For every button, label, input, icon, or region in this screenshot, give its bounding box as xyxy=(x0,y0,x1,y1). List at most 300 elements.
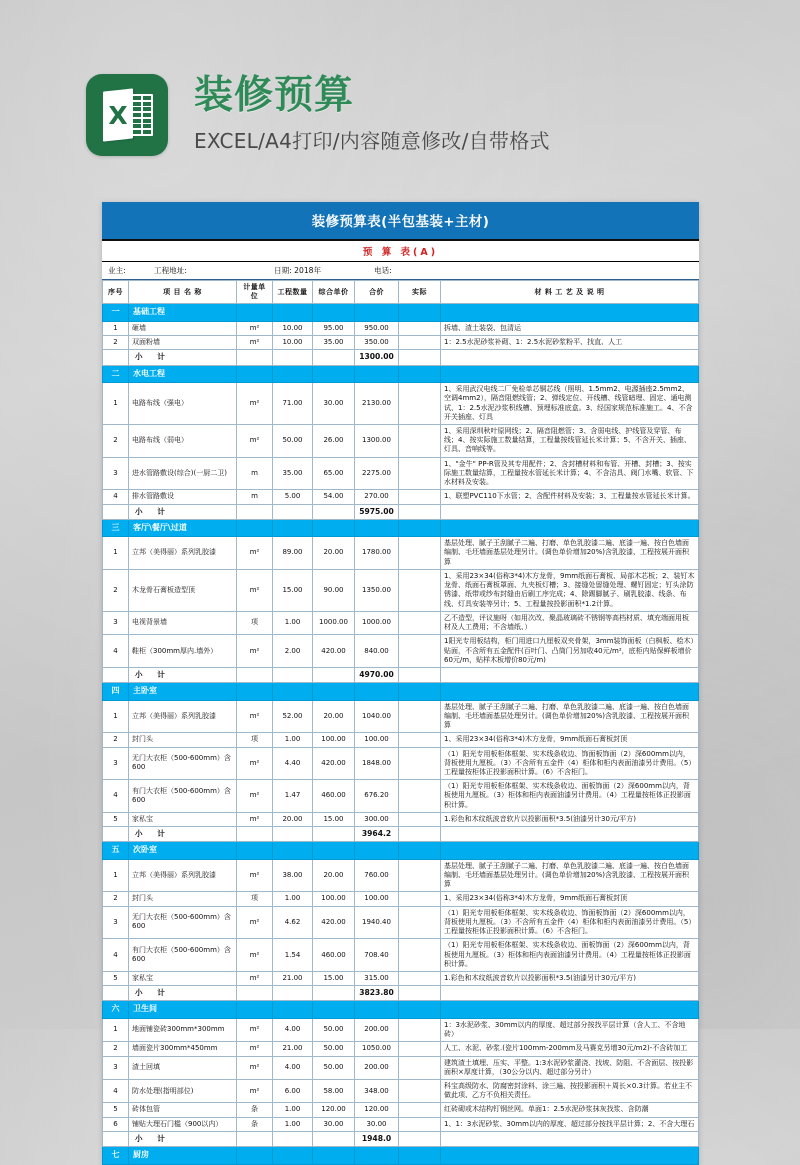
column-header-0: 序号 xyxy=(103,281,129,304)
row-unit: m² xyxy=(237,635,273,668)
section-filler xyxy=(237,1001,273,1019)
subtotal-row xyxy=(103,504,699,519)
row-item-name: 进水管路敷设(综合)(一厨二卫) xyxy=(129,457,237,490)
row-unit: m² xyxy=(237,812,273,826)
row-total-price: 200.00 xyxy=(355,1018,399,1041)
section-filler xyxy=(399,683,441,701)
row-note: 科宝高级防水、防腐密封涂料、涂三遍、按投影面积＋周长×0.3计算。若业主不做此项、乙方不负相关责任。 xyxy=(441,1080,699,1103)
section-filler xyxy=(237,304,273,322)
subtotal-unit xyxy=(237,986,273,1001)
row-note: 1、采用23×34(俗称3*4)木方龙骨，9mm纸面石膏板、局部木芯板；2、装钉木龙骨、纸面石膏板罩面、九夹板灯槽；3、接缝处留缝处理、螺钉固定；钉头涂防锈漆、纸带或纱布封缝由后刷工序完成；4、除踢脚腻子、刷乳胶漆、线条、布线、灯具安装等另计；5、工程量按投影面积*1.2计算。 xyxy=(441,569,699,611)
row-unit: m² xyxy=(237,747,273,780)
row-quantity: 20.00 xyxy=(273,812,313,826)
row-total-price: 708.40 xyxy=(355,939,399,972)
row-item-name: 渣土回填 xyxy=(129,1056,237,1079)
row-item-name: 家私宝 xyxy=(129,972,237,986)
subtotal-amount: 5975.00 xyxy=(355,504,399,519)
table-row xyxy=(103,939,699,972)
table-row xyxy=(103,733,699,747)
row-unit-price: 35.00 xyxy=(313,336,355,350)
row-note: （1）阳光专用板柜体框架、实木线条收边、面板饰面（2）深600mm以内，背板使用九厘板。（3）柜体和柜内表面油漆另计费用。（4）工程量按柜体正投影面积计算。 xyxy=(441,939,699,972)
row-item-name: 无门大衣柜（500-600mm）含600 xyxy=(129,906,237,939)
table-row xyxy=(103,537,699,570)
row-no: 5 xyxy=(103,1103,129,1117)
subtotal-amount: 3964.2 xyxy=(355,827,399,842)
row-actual xyxy=(399,812,441,826)
subtotal-price xyxy=(313,668,355,683)
row-unit-price: 50.00 xyxy=(313,1042,355,1056)
section-name: 基础工程 xyxy=(129,304,237,322)
row-total-price: 120.00 xyxy=(355,1103,399,1117)
subtotal-qty xyxy=(273,827,313,842)
section-filler xyxy=(399,304,441,322)
section-filler xyxy=(273,1146,313,1164)
row-item-name: 木龙骨石膏板造型顶 xyxy=(129,569,237,611)
subtotal-amount: 3823.80 xyxy=(355,986,399,1001)
row-item-name: 电路布线（强电） xyxy=(129,383,237,425)
table-row xyxy=(103,972,699,986)
row-note: 建筑渣土填埋、压实、平整。1:3水泥砂浆灌浇、找坡、防阻、不含面层、按投影面积×厚度计算，（30公分以内、超过部分另计） xyxy=(441,1056,699,1079)
row-no: 4 xyxy=(103,490,129,504)
section-filler xyxy=(399,365,441,383)
row-unit: m² xyxy=(237,537,273,570)
subtotal-label: 小 计 xyxy=(129,504,237,519)
subtotal-qty xyxy=(273,1131,313,1146)
row-unit-price: 50.00 xyxy=(313,1056,355,1079)
section-filler xyxy=(355,1146,399,1164)
row-total-price: 1040.00 xyxy=(355,700,399,733)
table-row xyxy=(103,1080,699,1103)
section-filler xyxy=(355,1001,399,1019)
row-note: 1、1：3水泥砂浆、30mm以内的厚度、超过部分按找平层计算；2、不含大理石 xyxy=(441,1117,699,1131)
subtotal-qty xyxy=(273,986,313,1001)
row-unit-price: 15.00 xyxy=(313,812,355,826)
row-unit: 条 xyxy=(237,1117,273,1131)
subtotal-actual xyxy=(399,668,441,683)
row-no: 1 xyxy=(103,383,129,425)
row-quantity: 4.40 xyxy=(273,747,313,780)
row-no: 3 xyxy=(103,457,129,490)
row-unit: m² xyxy=(237,939,273,972)
row-quantity: 15.00 xyxy=(273,569,313,611)
column-header-4: 综合单价 xyxy=(313,281,355,304)
row-actual xyxy=(399,700,441,733)
row-actual xyxy=(399,457,441,490)
brand-title: 装修预算 xyxy=(194,72,355,118)
row-unit: m² xyxy=(237,336,273,350)
row-note: 人工、水泥、砂浆.(瓷片100mm-200mm及马赛克另增30元/m2)-不含砖加工 xyxy=(441,1042,699,1056)
row-unit: m² xyxy=(237,906,273,939)
row-note: （1）阳光专用板柜体框架、实木线条收边、饰面板饰面（2）深600mm以内，背板使用九厘板。（3）不含所有五金件（4）柜体和柜内表面油漆另计费用。（5）工程量按柜体正投影面积计算。（6）不含柜门。 xyxy=(441,747,699,780)
subtotal-row xyxy=(103,827,699,842)
row-total-price: 950.00 xyxy=(355,322,399,336)
row-item-name: 排水管路敷设 xyxy=(129,490,237,504)
row-item-name: 墙面瓷片300mm*450mm xyxy=(129,1042,237,1056)
row-no: 4 xyxy=(103,635,129,668)
row-unit: m xyxy=(237,490,273,504)
subtotal-row xyxy=(103,1131,699,1146)
row-quantity: 2.00 xyxy=(273,635,313,668)
section-filler xyxy=(399,519,441,537)
subtotal-note xyxy=(441,350,699,365)
table-row xyxy=(103,457,699,490)
subtotal-spacer xyxy=(103,504,129,519)
sheet-title: 装修预算表(半包基装+主材) xyxy=(102,202,699,241)
row-total-price: 2275.00 xyxy=(355,457,399,490)
row-note: 1、"金牛" PP-R管及其专用配件；2、含封槽材料和布管、开槽、封槽；3、按实际施工数量结算，工程量按水管延长米计算；4、不含洁具、阀门水嘴、软管、下水材料及安装。 xyxy=(441,457,699,490)
row-actual xyxy=(399,569,441,611)
subtotal-unit xyxy=(237,504,273,519)
row-no: 1 xyxy=(103,537,129,570)
row-quantity: 1.47 xyxy=(273,780,313,813)
row-no: 3 xyxy=(103,611,129,634)
row-total-price: 348.00 xyxy=(355,1080,399,1103)
section-row xyxy=(103,842,699,860)
row-unit-price: 420.00 xyxy=(313,747,355,780)
section-row xyxy=(103,683,699,701)
row-quantity: 21.00 xyxy=(273,1042,313,1056)
table-row xyxy=(103,700,699,733)
row-note: 1、采用23×34(俗称3*4)木方龙骨，9mm纸面石膏板封顶 xyxy=(441,733,699,747)
table-row xyxy=(103,635,699,668)
row-note: 乙不造型，评议施呀（如用次改、聚晶玻璃砖不锈钢等高档材质、填充端面用板材及人工费用；不含墙纸、） xyxy=(441,611,699,634)
row-unit-price: 30.00 xyxy=(313,1117,355,1131)
owner-label: 业主: xyxy=(108,266,126,275)
row-unit-price: 460.00 xyxy=(313,939,355,972)
table-row xyxy=(103,1117,699,1131)
address-label: 工程地址: xyxy=(154,266,187,275)
section-name: 次卧室 xyxy=(129,842,237,860)
section-row xyxy=(103,304,699,322)
table-row xyxy=(103,424,699,457)
row-quantity: 1.00 xyxy=(273,892,313,906)
subtotal-label: 小 计 xyxy=(129,986,237,1001)
row-unit: m² xyxy=(237,569,273,611)
section-name: 客厅\餐厅\过道 xyxy=(129,519,237,537)
row-item-name: 立邦（美得丽）系列乳胶漆 xyxy=(129,537,237,570)
subtotal-price xyxy=(313,986,355,1001)
budget-table xyxy=(102,280,699,1165)
row-unit-price: 120.00 xyxy=(313,1103,355,1117)
subtotal-actual xyxy=(399,350,441,365)
subtotal-label: 小 计 xyxy=(129,350,237,365)
row-total-price: 1050.00 xyxy=(355,1042,399,1056)
row-no: 6 xyxy=(103,1117,129,1131)
row-note: 1阳光专用板结构，柜门用进口九厘板双夹骨架，3mm装饰面板（白枫板、桧木）贴面，不含所有五金配件(百叶门、凸筒门另加收40元/m²，底柜内贴保鲜板增价60元/m，贴样木板增价80元/m) xyxy=(441,635,699,668)
row-quantity: 50.00 xyxy=(273,424,313,457)
row-item-name: 鞋柜（300mm厚内.墙外） xyxy=(129,635,237,668)
row-total-price: 1350.00 xyxy=(355,569,399,611)
row-no: 2 xyxy=(103,424,129,457)
row-quantity: 4.62 xyxy=(273,906,313,939)
row-unit-price: 54.00 xyxy=(313,490,355,504)
section-filler xyxy=(313,842,355,860)
date-label: 日期: 2018年 xyxy=(274,266,322,275)
row-item-name: 地面铺瓷砖300mm*300mm xyxy=(129,1018,237,1041)
row-no: 2 xyxy=(103,892,129,906)
row-item-name: 有门大衣柜（500-600mm）含600 xyxy=(129,780,237,813)
subtotal-unit xyxy=(237,1131,273,1146)
row-note: 基层处理、腻子王刮腻子二遍、打磨、单色乳胶漆二遍、底漆一遍、按白色墙面编制、毛坯墙面基层处理另计。(调色单价增加20%)含乳胶漆、工程按展开面积算 xyxy=(441,700,699,733)
row-actual xyxy=(399,490,441,504)
section-filler xyxy=(355,683,399,701)
row-unit: m² xyxy=(237,383,273,425)
subtotal-actual xyxy=(399,827,441,842)
section-filler xyxy=(355,842,399,860)
row-note: 1、联塑PVC110下水管；2、含配件材料及安装；3、工程量按水管延长米计算。 xyxy=(441,490,699,504)
row-no: 1 xyxy=(103,322,129,336)
row-quantity: 1.00 xyxy=(273,733,313,747)
column-header-6: 实际 xyxy=(399,281,441,304)
section-filler xyxy=(273,1001,313,1019)
row-no: 5 xyxy=(103,812,129,826)
table-row xyxy=(103,490,699,504)
section-filler xyxy=(313,519,355,537)
section-filler xyxy=(313,304,355,322)
row-total-price: 1848.00 xyxy=(355,747,399,780)
excel-icon xyxy=(86,74,168,156)
section-filler xyxy=(237,1146,273,1164)
row-unit-price: 460.00 xyxy=(313,780,355,813)
row-actual xyxy=(399,859,441,892)
row-actual xyxy=(399,1056,441,1079)
section-filler xyxy=(355,365,399,383)
row-actual xyxy=(399,733,441,747)
row-actual xyxy=(399,939,441,972)
section-filler xyxy=(313,683,355,701)
subtotal-amount: 1300.00 xyxy=(355,350,399,365)
row-note: 红砖砌或木结构钉钢丝网。单面1：2.5水泥砂浆抹灰找浆、含防潮 xyxy=(441,1103,699,1117)
row-total-price: 315.00 xyxy=(355,972,399,986)
subtotal-price xyxy=(313,504,355,519)
table-row xyxy=(103,1042,699,1056)
row-total-price: 30.00 xyxy=(355,1117,399,1131)
subtotal-unit xyxy=(237,668,273,683)
row-unit-price: 50.00 xyxy=(313,1018,355,1041)
row-note: 1.彩色和木纹纸波音软片以投影面积*3.5(油漆另计30元/平方) xyxy=(441,812,699,826)
row-total-price: 1780.00 xyxy=(355,537,399,570)
row-actual xyxy=(399,424,441,457)
row-note: 拆墙、渣土装袋、包清运 xyxy=(441,322,699,336)
section-index: 四 xyxy=(103,683,129,701)
brand-header xyxy=(86,74,550,156)
row-quantity: 1.00 xyxy=(273,611,313,634)
row-no: 3 xyxy=(103,1056,129,1079)
row-unit-price: 26.00 xyxy=(313,424,355,457)
row-total-price: 760.00 xyxy=(355,859,399,892)
row-actual xyxy=(399,383,441,425)
subtotal-spacer xyxy=(103,350,129,365)
subtotal-note xyxy=(441,668,699,683)
row-note: （1）阳光专用板柜体框架、实木线条收边、面板饰面（2）深600mm以内，背板使用九厘板。（3）柜体和柜内表面油漆另计费用。（4）工程量按柜体正投影面积计算。 xyxy=(441,780,699,813)
subtotal-note xyxy=(441,986,699,1001)
row-no: 2 xyxy=(103,733,129,747)
row-unit: 条 xyxy=(237,1103,273,1117)
section-filler xyxy=(399,1146,441,1164)
row-item-name: 立邦（美得丽）系列乳胶漆 xyxy=(129,700,237,733)
section-filler xyxy=(313,365,355,383)
row-total-price: 676.20 xyxy=(355,780,399,813)
row-no: 2 xyxy=(103,336,129,350)
subtotal-actual xyxy=(399,1131,441,1146)
row-actual xyxy=(399,1042,441,1056)
section-filler xyxy=(399,842,441,860)
subtotal-amount: 1948.0 xyxy=(355,1131,399,1146)
row-unit: m² xyxy=(237,972,273,986)
row-actual xyxy=(399,892,441,906)
section-filler xyxy=(237,683,273,701)
brand-text xyxy=(194,72,550,155)
subtotal-actual xyxy=(399,504,441,519)
row-unit-price: 65.00 xyxy=(313,457,355,490)
row-unit-price: 90.00 xyxy=(313,569,355,611)
row-unit: m² xyxy=(237,780,273,813)
row-item-name: 铺贴大理石门槛（900以内） xyxy=(129,1117,237,1131)
sheet-subtitle: 预 算 表(A) xyxy=(102,241,699,262)
subtotal-qty xyxy=(273,504,313,519)
row-quantity: 71.00 xyxy=(273,383,313,425)
row-actual xyxy=(399,1117,441,1131)
row-unit: m² xyxy=(237,1080,273,1103)
row-actual xyxy=(399,906,441,939)
section-name: 卫生间 xyxy=(129,1001,237,1019)
section-row xyxy=(103,365,699,383)
subtotal-label: 小 计 xyxy=(129,827,237,842)
section-index: 七 xyxy=(103,1146,129,1164)
section-name: 主卧室 xyxy=(129,683,237,701)
row-unit-price: 420.00 xyxy=(313,635,355,668)
section-row xyxy=(103,519,699,537)
row-no: 1 xyxy=(103,859,129,892)
row-unit-price: 30.00 xyxy=(313,383,355,425)
section-filler xyxy=(441,519,699,537)
row-quantity: 52.00 xyxy=(273,700,313,733)
row-total-price: 1000.00 xyxy=(355,611,399,634)
row-item-name: 双面粉墙 xyxy=(129,336,237,350)
row-unit-price: 95.00 xyxy=(313,322,355,336)
phone-label: 电话: xyxy=(374,266,392,275)
column-header-1: 项 目 名 称 xyxy=(129,281,237,304)
row-total-price: 270.00 xyxy=(355,490,399,504)
column-header-7: 材 料 工 艺 及 说 明 xyxy=(441,281,699,304)
row-quantity: 1.00 xyxy=(273,1103,313,1117)
row-unit-price: 20.00 xyxy=(313,859,355,892)
row-unit-price: 58.00 xyxy=(313,1080,355,1103)
section-index: 三 xyxy=(103,519,129,537)
row-item-name: 家私宝 xyxy=(129,812,237,826)
table-row xyxy=(103,1103,699,1117)
row-quantity: 38.00 xyxy=(273,859,313,892)
subtotal-qty xyxy=(273,668,313,683)
subtotal-unit xyxy=(237,350,273,365)
row-item-name: 电视背景墙 xyxy=(129,611,237,634)
row-quantity: 6.00 xyxy=(273,1080,313,1103)
row-actual xyxy=(399,322,441,336)
row-note: 1：2.5水泥砂浆补砌、1：2.5水泥砂浆粉平、找直、人工 xyxy=(441,336,699,350)
row-unit-price: 100.00 xyxy=(313,892,355,906)
row-unit-price: 420.00 xyxy=(313,906,355,939)
subtotal-price xyxy=(313,1131,355,1146)
row-no: 4 xyxy=(103,939,129,972)
row-unit-price: 1000.00 xyxy=(313,611,355,634)
row-unit: m² xyxy=(237,859,273,892)
row-unit: m² xyxy=(237,1056,273,1079)
row-total-price: 1300.00 xyxy=(355,424,399,457)
row-no: 3 xyxy=(103,906,129,939)
section-filler xyxy=(237,365,273,383)
section-filler xyxy=(273,304,313,322)
section-filler xyxy=(237,519,273,537)
brand-subtitle: EXCEL/A4打印/内容随意修改/自带格式 xyxy=(194,129,550,154)
row-actual xyxy=(399,336,441,350)
section-filler xyxy=(313,1001,355,1019)
row-quantity: 1.54 xyxy=(273,939,313,972)
section-filler xyxy=(355,304,399,322)
section-filler xyxy=(273,842,313,860)
row-unit: 项 xyxy=(237,611,273,634)
subtotal-label: 小 计 xyxy=(129,668,237,683)
section-index: 一 xyxy=(103,304,129,322)
row-quantity: 89.00 xyxy=(273,537,313,570)
row-unit: m² xyxy=(237,700,273,733)
subtotal-row xyxy=(103,986,699,1001)
row-note: 1、采用深圳秋叶原网线；2、隔音阻燃管；3、含弱电线、护线管及穿管、布线；4、按实际施工数量结算，工程量按线管延长米计算；5、不含开关、插座、灯具、音响线等。 xyxy=(441,424,699,457)
row-unit: m² xyxy=(237,424,273,457)
row-actual xyxy=(399,972,441,986)
row-note: 1、采用武汉电线二厂免检单芯铜芯线（照明、1.5mm2、电源插座2.5mm2、空调4mm2），隔音阻燃线管；2、弹线定位、开线槽、线管暗埋、固定、通电测试、1：2.5水泥沙浆积线槽、预埋标准底盒。3、经国家规范标准施工。4、不含开关插座、灯具 xyxy=(441,383,699,425)
table-body xyxy=(103,304,699,1164)
row-no: 1 xyxy=(103,700,129,733)
table-row xyxy=(103,383,699,425)
row-quantity: 10.00 xyxy=(273,336,313,350)
section-filler xyxy=(237,842,273,860)
row-actual xyxy=(399,611,441,634)
row-no: 2 xyxy=(103,1042,129,1056)
column-header-5: 合价 xyxy=(355,281,399,304)
subtotal-row xyxy=(103,350,699,365)
column-header-3: 工程数量 xyxy=(273,281,313,304)
section-filler xyxy=(273,683,313,701)
subtotal-note xyxy=(441,1131,699,1146)
row-note: 基层处理、腻子王刮腻子二遍、打磨、单色乳胶漆二遍、底漆一遍、按白色墙面编制、毛坯墙面基层处理另计。(调色单价增加20%)含乳胶漆、工程按展开面积算 xyxy=(441,859,699,892)
subtotal-note xyxy=(441,504,699,519)
subtotal-price xyxy=(313,350,355,365)
section-row xyxy=(103,1146,699,1164)
table-row xyxy=(103,569,699,611)
table-row xyxy=(103,611,699,634)
row-item-name: 封门头 xyxy=(129,733,237,747)
budget-sheet xyxy=(102,202,699,1165)
section-filler xyxy=(273,519,313,537)
row-item-name: 立邦（美得丽）系列乳胶漆 xyxy=(129,859,237,892)
section-row xyxy=(103,1001,699,1019)
row-unit: 项 xyxy=(237,892,273,906)
table-row xyxy=(103,906,699,939)
table-row xyxy=(103,336,699,350)
subtotal-note xyxy=(441,827,699,842)
header-row xyxy=(103,281,699,304)
row-quantity: 1.00 xyxy=(273,1117,313,1131)
row-item-name: 砸墙 xyxy=(129,322,237,336)
section-name: 厨房 xyxy=(129,1146,237,1164)
section-filler xyxy=(313,1146,355,1164)
excel-grid-shape xyxy=(131,94,153,136)
row-quantity: 35.00 xyxy=(273,457,313,490)
row-quantity: 10.00 xyxy=(273,322,313,336)
row-total-price: 2130.00 xyxy=(355,383,399,425)
row-quantity: 4.00 xyxy=(273,1018,313,1041)
subtotal-amount: 4970.00 xyxy=(355,668,399,683)
